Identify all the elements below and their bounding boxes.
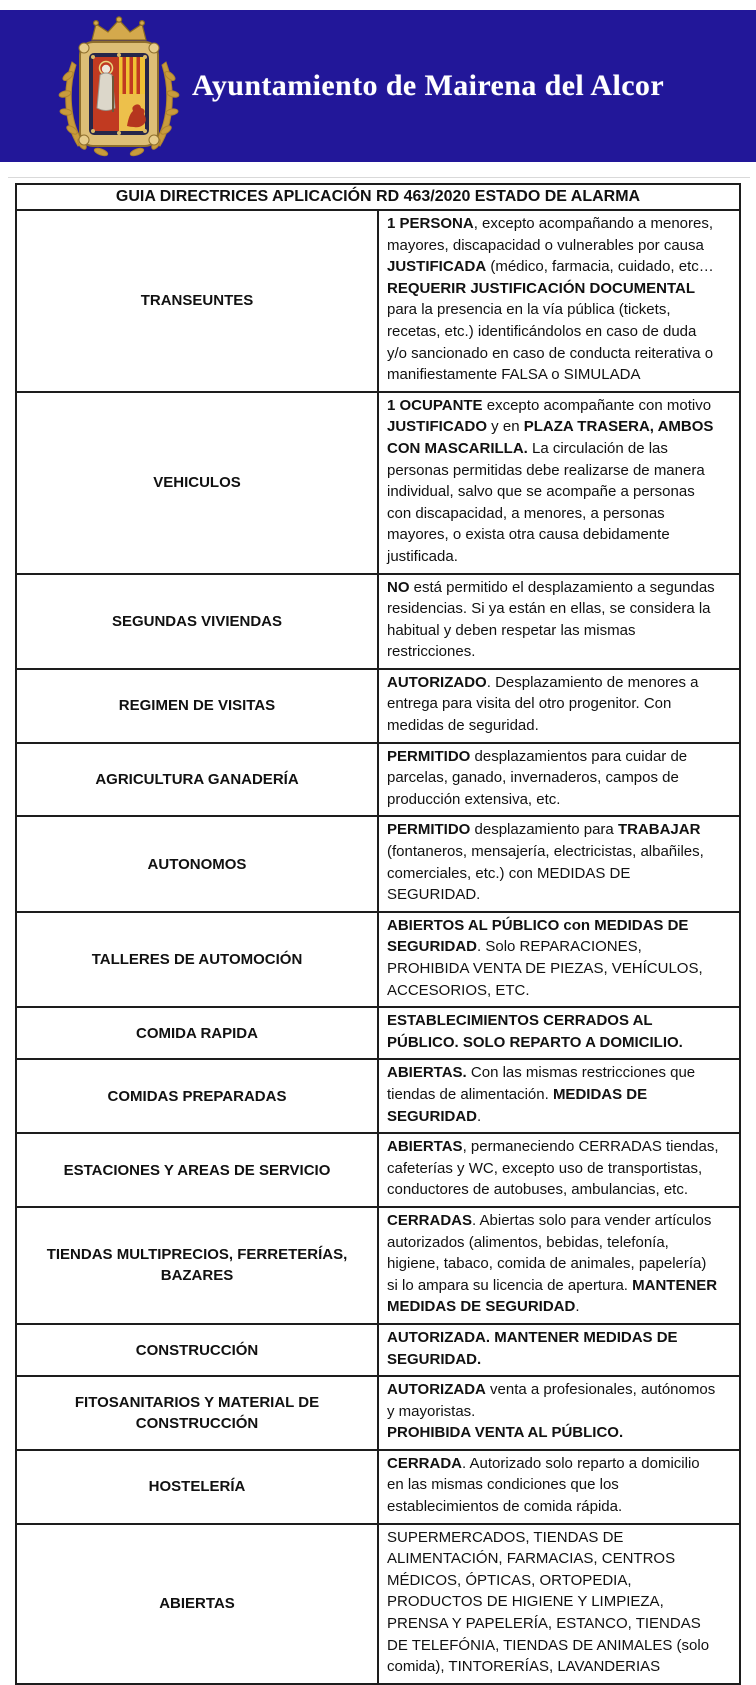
table-row (16, 1059, 740, 1133)
category-cell: ESTACIONES Y AREAS DE SERVICIO (16, 1133, 378, 1207)
category-cell: CONSTRUCCIÓN (16, 1324, 378, 1376)
content-cell: AUTORIZADO. Desplazamiento de menores a entrega para visita del otro progenitor. Con medidas de seguridad. (378, 669, 740, 743)
category-cell: HOSTELERÍA (16, 1450, 378, 1524)
category-cell: COMIDA RAPIDA (16, 1007, 378, 1059)
category-cell: COMIDAS PREPARADAS (16, 1059, 378, 1133)
table-title: GUIA DIRECTRICES APLICACIÓN RD 463/2020 ESTADO DE ALARMA (16, 184, 740, 210)
content-cell: CERRADA. Autorizado solo reparto a domicilio en las mismas condiciones que los establecimientos de comida rápida. (378, 1450, 740, 1524)
content-cell: ESTABLECIMIENTOS CERRADOS AL PÚBLICO. SOLO REPARTO A DOMICILIO. (378, 1007, 740, 1059)
page-title: Ayuntamiento de Mairena del Alcor (192, 69, 665, 102)
table-row (16, 574, 740, 669)
category-cell: TRANSEUNTES (16, 210, 378, 392)
category-cell: AGRICULTURA GANADERÍA (16, 743, 378, 817)
table-row (16, 392, 740, 574)
table-row (16, 1324, 740, 1376)
category-cell: AUTONOMOS (16, 816, 378, 911)
content-cell: AUTORIZADA. MANTENER MEDIDAS DE SEGURIDAD. (378, 1324, 740, 1376)
table-row (16, 1007, 740, 1059)
category-cell: VEHICULOS (16, 392, 378, 574)
content-cell: CERRADAS. Abiertas solo para vender artículos autorizados (alimentos, bebidas, telefonía, higiene, tabaco, comida de animales, papelería) si lo ampara su licencia de apertura. MANTENER MEDIDAS DE SEGURIDAD. (378, 1207, 740, 1324)
table-row (16, 1133, 740, 1207)
category-cell: REGIMEN DE VISITAS (16, 669, 378, 743)
table-row (16, 1450, 740, 1524)
category-cell: TALLERES DE AUTOMOCIÓN (16, 912, 378, 1007)
content-cell: SUPERMERCADOS, TIENDAS DE ALIMENTACIÓN, FARMACIAS, CENTROS MÉDICOS, ÓPTICAS, ORTOPEDIA, PRODUCTOS DE HIGIENE Y LIMPIEZA, PRENSA Y PAPELERÍA, ESTANCO, TIENDAS DE TELEFÓNIA, TIENDAS DE ANIMALES (solo comida), TINTORERÍAS, LAVANDERIAS (378, 1524, 740, 1684)
table-header-row (16, 184, 740, 210)
table-row (16, 1207, 740, 1324)
category-cell: FITOSANITARIOS Y MATERIAL DE CONSTRUCCIÓN (16, 1376, 378, 1450)
table-row (16, 743, 740, 817)
content-cell: ABIERTAS. Con las mismas restricciones que tiendas de alimentación. MEDIDAS DE SEGURIDAD. (378, 1059, 740, 1133)
table-row (16, 912, 740, 1007)
coat-of-arms-icon (56, 16, 182, 158)
content-cell: NO está permitido el desplazamiento a segundas residencias. Si ya están en ellas, se considera la habitual y deben respetar las mismas restricciones. (378, 574, 740, 669)
content-cell: ABIERTAS, permaneciendo CERRADAS tiendas, cafeterías y WC, excepto uso de transportistas, conductores de autobuses, ambulancias, etc. (378, 1133, 740, 1207)
category-cell: TIENDAS MULTIPRECIOS, FERRETERÍAS, BAZARES (16, 1207, 378, 1324)
content-cell: 1 OCUPANTE excepto acompañante con motivo JUSTIFICADO y en PLAZA TRASERA, AMBOS CON MASCARILLA. La circulación de las personas permitidas debe realizarse de manera individual, salvo que se acompañe a personas con discapacidad, a menores, a personas mayores, o exista otra causa debidamente justificada. (378, 392, 740, 574)
guidelines-table (15, 183, 741, 1685)
content-cell: PERMITIDO desplazamientos para cuidar de parcelas, ganado, invernaderos, campos de producción extensiva, etc. (378, 743, 740, 817)
municipal-banner (0, 10, 756, 162)
content-cell: PERMITIDO desplazamiento para TRABAJAR (fontaneros, mensajería, electricistas, albañiles, comerciales, etc.) con MEDIDAS DE SEGURIDAD. (378, 816, 740, 911)
table-row (16, 210, 740, 392)
table-row (16, 1376, 740, 1450)
content-cell: ABIERTOS AL PÚBLICO con MEDIDAS DE SEGURIDAD. Solo REPARACIONES, PROHIBIDA VENTA DE PIEZAS, VEHÍCULOS, ACCESORIOS, ETC. (378, 912, 740, 1007)
content-cell: AUTORIZADA venta a profesionales, autónomos y mayoristas. PROHIBIDA VENTA AL PÚBLICO. (378, 1376, 740, 1450)
table-row (16, 816, 740, 911)
table-row (16, 669, 740, 743)
category-cell: ABIERTAS (16, 1524, 378, 1684)
table-row (16, 1524, 740, 1684)
content-cell: 1 PERSONA, excepto acompañando a menores, mayores, discapacidad o vulnerables por causa JUSTIFICADA (médico, farmacia, cuidado, etc… REQUERIR JUSTIFICACIÓN DOCUMENTAL para la presencia en la vía pública (tickets, recetas, etc.) identificándolos en caso de duda y/o sancionado en caso de conducta reiterativa o manifiestamente FALSA o SIMULADA (378, 210, 740, 392)
category-cell: SEGUNDAS VIVIENDAS (16, 574, 378, 669)
scan-artifact-line (8, 177, 750, 178)
